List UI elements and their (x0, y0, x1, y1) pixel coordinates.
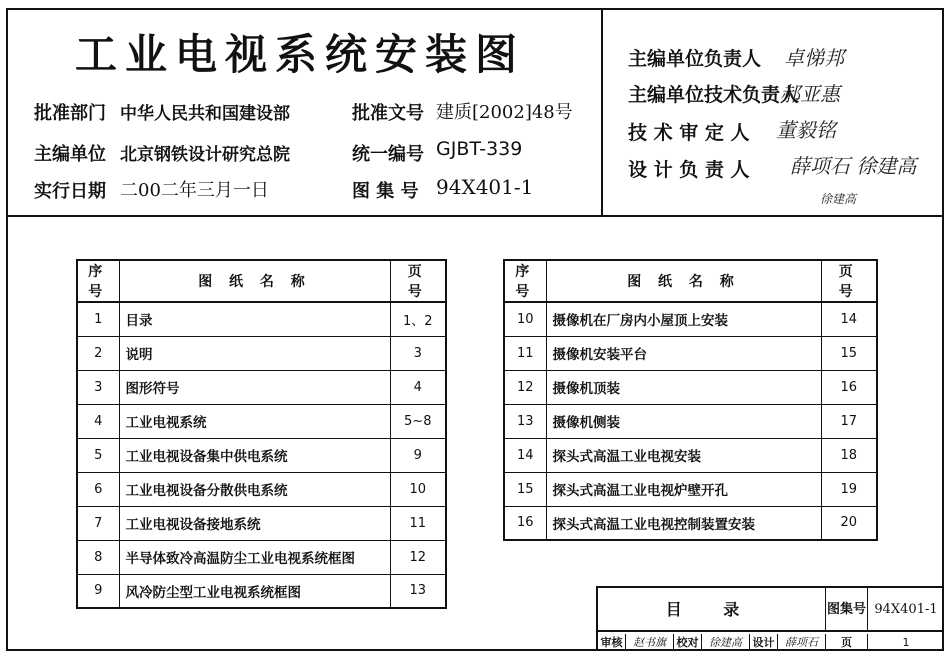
page-number: 19 (821, 472, 877, 506)
resp-sign-design: 薛项石 徐建高 (790, 154, 917, 178)
row-number: 5 (77, 438, 119, 472)
catalog-table-left (76, 259, 447, 609)
table-row (77, 438, 446, 472)
row-number: 9 (77, 574, 119, 608)
approval-doc-label: 批准文号 (352, 103, 424, 124)
atlas-title: 工业电视系统安装图 (74, 30, 525, 79)
drawing-name: 目录 (119, 302, 390, 336)
row-number: 15 (504, 472, 546, 506)
page-number: 14 (821, 302, 877, 336)
approval-dept-label: 批准部门 (34, 103, 106, 124)
table-row (77, 336, 446, 370)
page-number: 1 (902, 636, 910, 649)
page-number: 17 (821, 404, 877, 438)
drawing-name: 说明 (119, 336, 390, 370)
drawing-name: 工业电视设备分散供电系统 (119, 472, 390, 506)
title-block (596, 586, 944, 651)
drawing-name: 图形符号 (119, 370, 390, 404)
row-number: 14 (504, 438, 546, 472)
table-row (77, 506, 446, 540)
unified-no-label: 统一编号 (352, 144, 424, 165)
header-divider (601, 8, 603, 216)
drawing-name: 摄像机顶装 (546, 370, 821, 404)
page-number: 1、2 (390, 302, 446, 336)
catalog-table-right (503, 259, 878, 541)
review-signature: 赵书旗 (626, 634, 674, 651)
title-block-atlas-value: 94X401-1 (874, 602, 938, 617)
drawing-name: 探头式高温工业电视控制装置安装 (546, 506, 821, 540)
col-header-no: 序号 (77, 260, 119, 302)
page-number: 20 (821, 506, 877, 540)
table-row (504, 370, 877, 404)
resp-sign-review: 董毅铭 (776, 118, 836, 142)
drawing-name: 风冷防尘型工业电视系统框图 (119, 574, 390, 608)
resp-label-review: 技 术 审 定 人 (628, 122, 750, 144)
row-number: 8 (77, 540, 119, 574)
table-row (504, 404, 877, 438)
col-header-page: 页 号 (390, 260, 446, 302)
page-number: 4 (390, 370, 446, 404)
table-row (77, 540, 446, 574)
resp-sign-extra: 徐建高 (820, 192, 857, 206)
drawing-name: 工业电视设备接地系统 (119, 506, 390, 540)
page-number: 15 (821, 336, 877, 370)
resp-label-chief: 主编单位负责人 (628, 48, 762, 70)
drawing-name: 半导体致冷高温防尘工业电视系统框图 (119, 540, 390, 574)
drawing-name: 摄像机安装平台 (546, 336, 821, 370)
editor-unit-value: 北京钢铁设计研究总院 (120, 145, 290, 165)
title-block-atlas-label: 图集号 (826, 588, 868, 632)
row-number: 11 (504, 336, 546, 370)
table-row (504, 472, 877, 506)
resp-sign-tech: 郝亚惠 (780, 82, 840, 106)
page-number: 9 (390, 438, 446, 472)
row-number: 10 (504, 302, 546, 336)
table-row (77, 472, 446, 506)
page-number: 3 (390, 336, 446, 370)
page-number: 18 (821, 438, 877, 472)
page-number: 13 (390, 574, 446, 608)
col-header-page: 页 号 (821, 260, 877, 302)
table-row (77, 404, 446, 438)
table-row (504, 336, 877, 370)
drawing-name: 摄像机在厂房内小屋顶上安装 (546, 302, 821, 336)
col-header-name: 图 纸 名 称 (546, 260, 821, 302)
atlas-no-label: 图 集 号 (352, 181, 419, 202)
drawing-name: 探头式高温工业电视安装 (546, 438, 821, 472)
row-number: 16 (504, 506, 546, 540)
resp-sign-chief: 卓悌邦 (784, 46, 844, 70)
row-number: 12 (504, 370, 546, 404)
row-number: 7 (77, 506, 119, 540)
title-block-row-bottom (598, 634, 944, 651)
resp-label-design: 设 计 负 责 人 (628, 159, 750, 181)
table-row (77, 302, 446, 336)
approval-dept-value: 中华人民共和国建设部 (120, 104, 290, 124)
editor-unit-label: 主编单位 (34, 144, 106, 165)
col-header-name: 图 纸 名 称 (119, 260, 390, 302)
table-row (504, 506, 877, 540)
table-row (504, 302, 877, 336)
table-row (77, 574, 446, 608)
page-label: 页 (826, 634, 868, 651)
design-label: 设计 (750, 634, 778, 651)
impl-date-value: 二00二年三月一日 (120, 180, 269, 201)
drawing-name: 工业电视系统 (119, 404, 390, 438)
table-row (504, 438, 877, 472)
row-number: 13 (504, 404, 546, 438)
unified-no-value: GJBT-339 (436, 138, 523, 160)
impl-date-label: 实行日期 (34, 181, 106, 202)
page-number: 16 (821, 370, 877, 404)
drawing-name: 摄像机侧装 (546, 404, 821, 438)
header-bottom-line (6, 215, 944, 217)
resp-label-tech: 主编单位技术负责人 (628, 84, 800, 106)
page-number: 5~8 (390, 404, 446, 438)
check-signature: 徐建高 (702, 634, 750, 651)
approval-doc-value: 建质[2002]48号 (436, 102, 573, 123)
row-number: 3 (77, 370, 119, 404)
row-number: 1 (77, 302, 119, 336)
drawing-name: 工业电视设备集中供电系统 (119, 438, 390, 472)
design-signature: 薛项石 (778, 634, 826, 651)
row-number: 2 (77, 336, 119, 370)
page-number: 11 (390, 506, 446, 540)
title-block-row-top (598, 588, 944, 632)
col-header-no: 序号 (504, 260, 546, 302)
row-number: 6 (77, 472, 119, 506)
table-row (77, 370, 446, 404)
atlas-no-value: 94X401-1 (436, 175, 534, 199)
title-block-doc-title: 目 录 (598, 588, 826, 632)
check-label: 校对 (674, 634, 702, 651)
review-label: 审核 (598, 634, 626, 651)
page-number: 12 (390, 540, 446, 574)
page-number: 10 (390, 472, 446, 506)
row-number: 4 (77, 404, 119, 438)
drawing-name: 探头式高温工业电视炉壁开孔 (546, 472, 821, 506)
